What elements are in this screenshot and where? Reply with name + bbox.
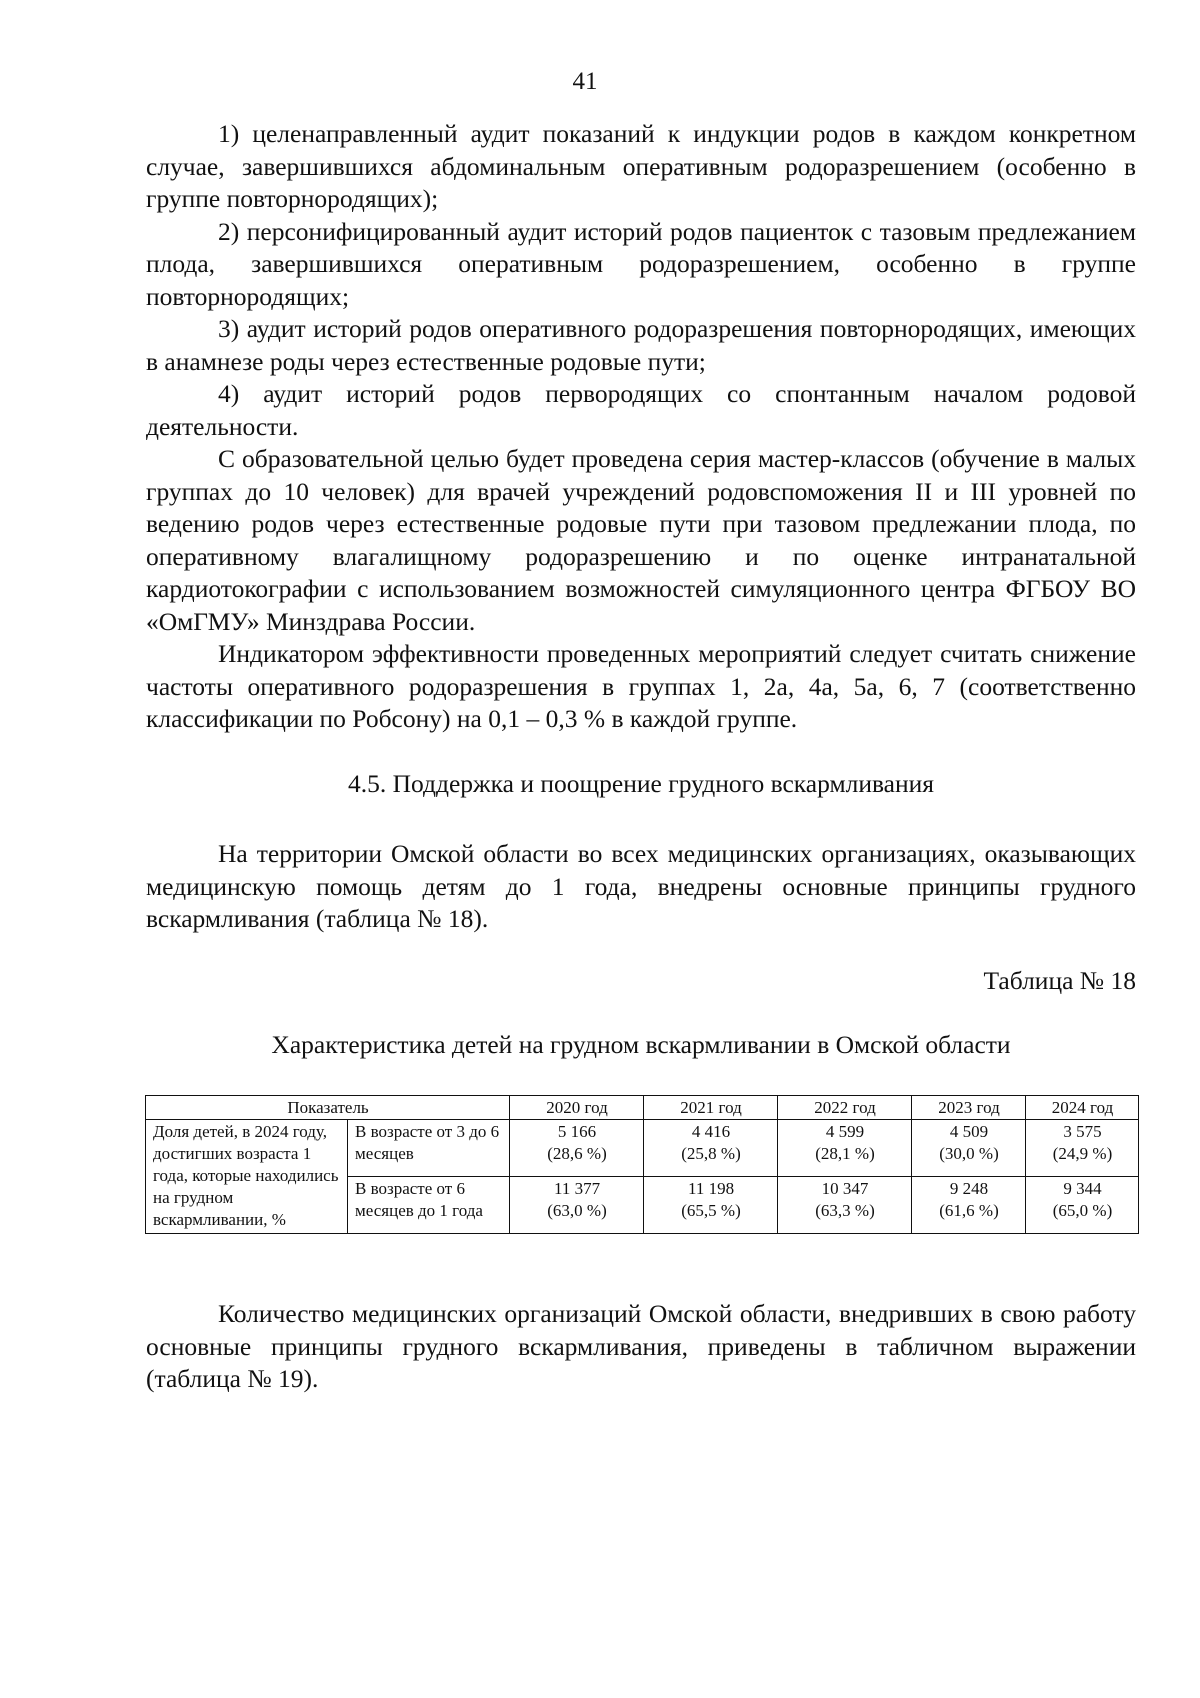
table-cell: 5 166 (28,6 %) [510, 1120, 644, 1177]
section-text-block [146, 838, 1136, 936]
table-title: Характеристика детей на грудном вскармливании в Омской области [271, 1030, 1011, 1059]
paragraph: Количество медицинских организаций Омской области, внедривших в свою работу основные принципы грудного вскармливания, приведены в табличном выражении (таблица № 19). [146, 1299, 1136, 1393]
table-cell: 10 347 (63,3 %) [778, 1177, 912, 1234]
table-cell: 4 599 (28,1 %) [778, 1120, 912, 1177]
table-cell: 9 248 (61,6 %) [912, 1177, 1026, 1234]
paragraph: 2) персонифицированный аудит историй родов пациенток с тазовым предлежанием плода, завершившихся оперативным родоразрешением, особенно в группе повторнородящих; [146, 216, 1136, 311]
table-header-cell: 2023 год [912, 1096, 1026, 1120]
table-cell: 11 377 (63,0 %) [510, 1177, 644, 1234]
paragraph: Индикатором эффективности проведенных мероприятий следует считать снижение частоты оперативного родоразрешения в группах 1, 2а, 4а, 5а, 6, 7 (соответственно классификации по Робсону) на 0,1 – 0,3 % в каждой группе. [146, 639, 1136, 733]
paragraph: 4) аудит историй родов первородящих со спонтанным началом родовой деятельности. [146, 379, 1136, 441]
intro-text-block [146, 118, 1136, 736]
paragraph: 3) аудит историй родов оперативного родоразрешения повторнородящих, имеющих в анамнезе роды через естественные родовые пути; [146, 314, 1136, 376]
table-header-cell: 2024 год [1026, 1096, 1139, 1120]
table-row-sublabel: В возрасте от 6 месяцев до 1 года [348, 1177, 510, 1234]
table-cell: 4 416 (25,8 %) [644, 1120, 778, 1177]
table-row-label: Доля детей, в 2024 году, достигших возраста 1 года, которые находились на грудном вскармливании, % [146, 1120, 348, 1234]
paragraph: С образовательной целью будет проведена серия мастер-классов (обучение в малых группах до 10 человек) для врачей учреждений родовспоможения II и III уровней по ведению родов через естественные родовые пути при тазовом предлежании плода, по оперативному влагалищному родоразрешению и по оценке интранатальной кардиотокографии с использованием возможностей симуляционного центра ФГБОУ ВО «ОмГМУ» Минздрава России. [146, 444, 1136, 636]
table-cell: 9 344 (65,0 %) [1026, 1177, 1139, 1234]
page-number: 41 [572, 68, 598, 95]
table-header-cell: 2021 год [644, 1096, 778, 1120]
table-label: Таблица № 18 [983, 966, 1136, 995]
table-header-cell: 2020 год [510, 1096, 644, 1120]
table-cell: 4 509 (30,0 %) [912, 1120, 1026, 1177]
table-cell: 3 575 (24,9 %) [1026, 1120, 1139, 1177]
table-header-cell: Показатель [146, 1096, 510, 1120]
table-header-cell: 2022 год [778, 1096, 912, 1120]
section-heading: 4.5. Поддержка и поощрение грудного вскармливания [347, 769, 935, 798]
table-row [146, 1120, 1139, 1177]
table-row-sublabel: В возрасте от 3 до 6 месяцев [348, 1120, 510, 1177]
paragraph: На территории Омской области во всех медицинских организациях, оказывающих медицинскую помощь детям до 1 года, внедрены основные принципы грудного вскармливания (таблица № 18). [146, 839, 1136, 933]
closing-text-block [146, 1298, 1136, 1396]
breastfeeding-table [145, 1095, 1139, 1234]
table-cell: 11 198 (65,5 %) [644, 1177, 778, 1234]
paragraph: 1) целенаправленный аудит показаний к индукции родов в каждом конкретном случае, завершившихся абдоминальным оперативным родоразрешением (особенно в группе повторнородящих); [146, 119, 1136, 213]
table-header-row [146, 1096, 1139, 1120]
